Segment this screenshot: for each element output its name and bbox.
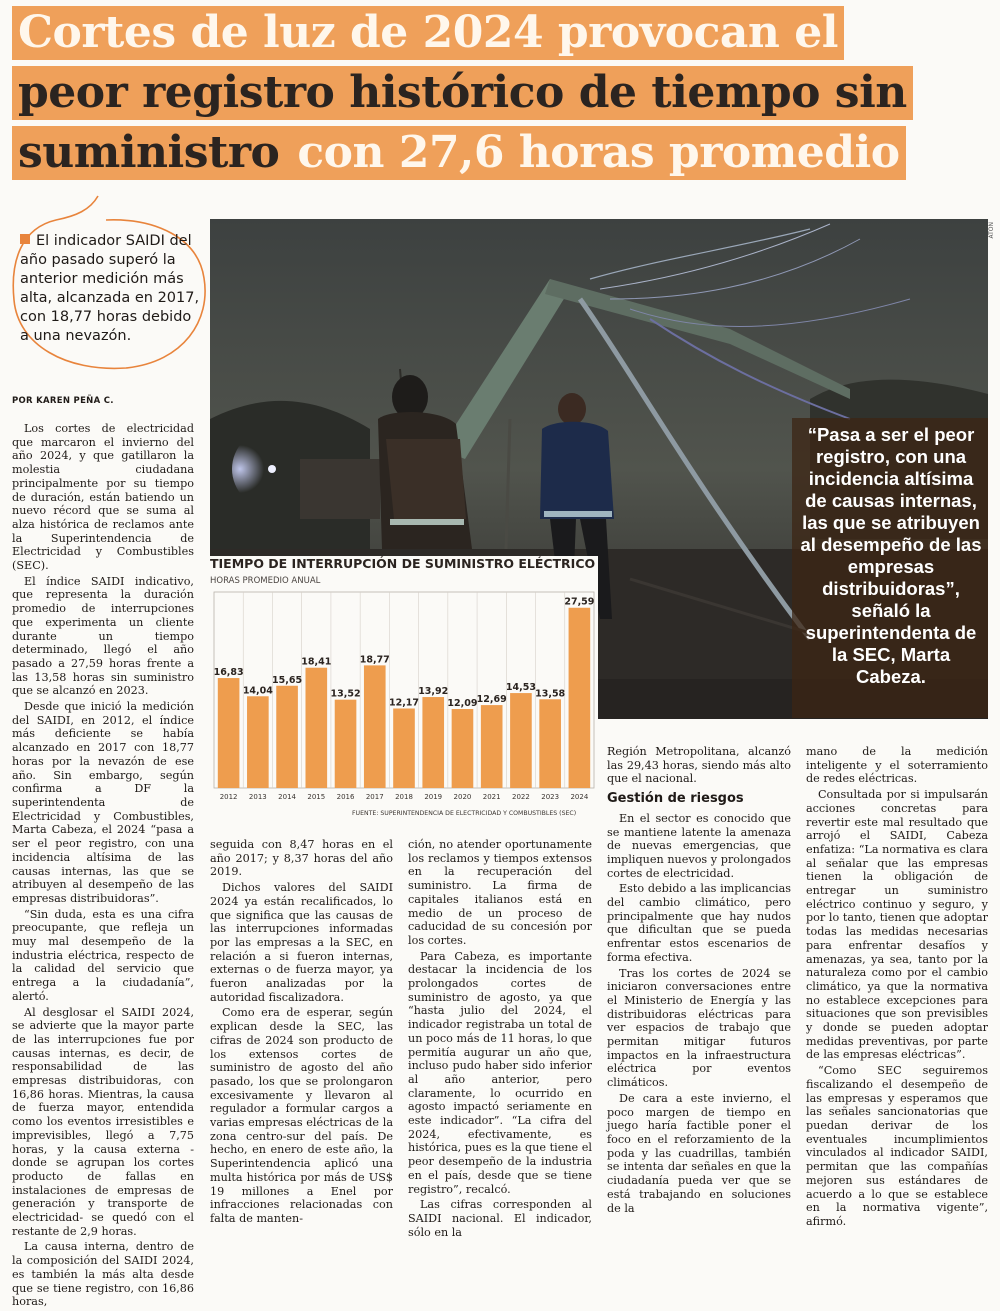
paragraph: De cara a este invierno, el poco margen de tiempo en juego haría factible poner el foco en el reforzamiento de la poda y las cuadrillas, también se intenta dar señales en que la ciudadanía pueda ver que se está trabajando en soluciones de la (607, 1091, 791, 1215)
lede-block (6, 190, 211, 380)
paragraph: Los cortes de electricidad que marcaron el invierno del año 2024, y que gatillaron la molestia ciudadana principalmente por su tiempo de duración, están batiendo un nuevo récord que se suma al alza histórica de reclamos ante la Superintendencia de Electricidad y Combustibles (SEC). (12, 422, 194, 573)
chart-data-label: 18,77 (359, 654, 390, 666)
chart-tick-label: 2018 (395, 793, 413, 801)
chart-title: TIEMPO DE INTERRUPCIÓN DE SUMINISTRO ELÉCTRICO (210, 556, 596, 571)
chart-bar-2016 (335, 700, 357, 788)
chart (210, 556, 598, 818)
chart-data-label: 15,65 (272, 674, 303, 686)
paragraph: Como era de esperar, según explican desde la SEC, las cifras de 2024 son producto de los extensos cortes de suministro de agosto del año pasado, los que se prolongaron excesivamente y llevaron al regulador a formular cargos a varias empresas eléctricas de la zona centro-sur del país. De hecho, en enero de este año, la Superintendencia aplicó una multa histórica por más de US$ 19 millones a Enel por infracciones relacionadas con falta de manten- (210, 1006, 393, 1225)
paragraph: Región Metropolitana, alcanzó las 29,43 horas, siendo más alto que el nacional. (607, 745, 791, 786)
chart-bar-2012 (218, 678, 240, 788)
paragraph: “Sin duda, esta es una cifra preocupante, que refleja un muy mal desempeño de la industria eléctrica, respecto de la calidad del servicio que entrega a la ciudadanía”, alertó. (12, 907, 194, 1003)
headline-line-1 (12, 6, 992, 60)
column-5 (806, 745, 988, 1231)
chart-data-label: 18,41 (301, 656, 332, 668)
chart-tick-label: 2014 (278, 793, 296, 801)
chart-data-label: 12,17 (388, 697, 420, 709)
paragraph: “Como SEC seguiremos fiscalizando el desempeño de las empresas y esperamos que las señales sancionatorias que puedan derivar de los eventuales incumplimientos vinculados al indicador SAIDI, permitan que las compañías mejoren sus estándares de acuerdo a lo que se establece en la normativa vigente”, afirmó. (806, 1064, 988, 1228)
chart-tick-label: 2023 (541, 793, 560, 801)
headline-text-1: Cortes de luz de 2024 provocan el (12, 6, 844, 60)
lede-text: El indicador SAIDI del año pasado superó la anterior medición más alta, alcanzada en 2017, con 18,77 horas debido a una nevazón. (20, 233, 200, 344)
chart-data-label: 27,59 (564, 596, 595, 608)
chart-tick-label: 2021 (482, 793, 501, 801)
chart-bar-2021 (481, 705, 503, 788)
paragraph: El índice SAIDI indicativo, que representa la duración promedio de interrupciones que experimenta un cliente durante un tiempo determinado, llegó el año pasado a 27,59 horas frente a las 13,58 horas sin suministro que se alcanzó en 2023. (12, 574, 194, 698)
byline: POR KAREN PEÑA C. (12, 396, 114, 406)
chart-tick-label: 2016 (336, 793, 355, 801)
column-4 (607, 745, 791, 1217)
chart-source: FUENTE: SUPERINTENDENCIA DE ELECTRICIDAD Y COMBUSTIBLES (SEC) (352, 810, 577, 817)
paragraph: Esto debido a las implicancias del cambio climático, pero principalmente que hay nudos que dificultan que se pueda enfrentar estos escenarios de forma efectiva. (607, 882, 791, 964)
chart-bar-2015 (305, 668, 327, 788)
paragraph: En el sector es conocido que se mantiene latente la amenaza de nuevas emergencias, que impliquen nuevos y prolongados cortes de electricidad. (607, 811, 791, 880)
chart-tick-label: 2013 (248, 793, 267, 801)
paragraph: Dichos valores del SAIDI 2024 ya están recalificados, lo que significa que las causas de las interrupciones informadas por las empresas a la SEC, en relación a si fueron internas, externas o de fuerza mayor, ya fueron analizadas por la autoridad fiscalizadora. (210, 881, 393, 1004)
chart-tick-label: 2017 (365, 793, 384, 801)
chart-bar-2020 (452, 709, 474, 788)
chart-data-label: 13,52 (330, 688, 361, 700)
paragraph: Consultada por si impulsarán acciones concretas para revertir este mal resultado que arrojó el SAIDI, Cabeza enfatiza: “La normativa es clara al señalar que las empresas tienen la obligación de entregar un suministro eléctrico continuo y seguro, y por lo tanto, tienen que adoptar todas las medidas necesarias para enfrentar desafíos y amenazas, ya sea, tanto por la naturaleza como por el cambio climático, ya que la normativa no establece excepciones para situaciones que son previsibles y donde se pueden adoptar medidas preventivas, por parte de las empresas eléctricas”. (806, 788, 988, 1062)
photo-credit: ATON (988, 222, 995, 239)
section-heading: Gestión de riesgos (607, 791, 744, 807)
headline-text-3a: suministro (12, 126, 291, 180)
lede (20, 232, 202, 346)
chart-tick-label: 2024 (570, 793, 589, 801)
chart-bar-2018 (393, 708, 415, 788)
headline-line-2 (12, 66, 992, 120)
paragraph: Tras los cortes de 2024 se iniciaron conversaciones entre el Ministerio de Energía y las distribuidoras eléctricas para ver espacios de trabajo que permitan mitigar futuros impactos en la infraestructura eléctrica por eventos climáticos. (607, 966, 791, 1090)
column-2 (210, 838, 393, 1228)
chart-data-label: 13,92 (418, 686, 449, 698)
chart-tick-label: 2015 (307, 793, 326, 801)
paragraph: Las cifras corresponden al SAIDI nacional. El indicador, sólo en la (408, 1198, 592, 1239)
paragraph: La causa interna, dentro de la composición del SAIDI 2024, es también la más alta desde que se tiene registro, con 16,86 horas, (12, 1240, 194, 1309)
chart-data-label: 12,69 (476, 694, 507, 706)
paragraph: mano de la medición inteligente y el soterramiento de redes eléctricas. (806, 745, 988, 786)
paragraph: Para Cabeza, es importante destacar la incidencia de los prolongados cortes de suministro de agosto, ya que “hasta julio del 2024, el indicador registraba un total de un poco más de 11 horas, lo que permitía augurar un año que, incluso pudo haber sido inferior al año anterior, pero claramente, lo ocurrido en agosto impactó seriamente en este indicador”. “La cifra del 2024, efectivamente, es histórica, pues es la que tiene el peor desempeño de la industria en el país, desde que se tiene registro”, recalcó. (408, 949, 592, 1196)
column-3 (408, 838, 592, 1241)
chart-bar-2013 (247, 696, 269, 788)
chart-data-label: 12,09 (447, 698, 478, 710)
chart-bar-2023 (539, 699, 561, 788)
chart-svg (210, 556, 598, 808)
bullet-square-icon (20, 234, 30, 244)
headline-line-3 (12, 126, 992, 180)
headline-text-2: peor registro histórico de tiempo sin (12, 66, 913, 120)
chart-data-label: 14,53 (505, 682, 536, 694)
chart-bar-2024 (569, 608, 591, 788)
chart-tick-label: 2012 (219, 793, 238, 801)
chart-bar-2019 (422, 697, 444, 788)
paragraph: ción, no atender oportunamente los reclamos y tiempos extensos en la recuperación del suministro. La firma de capitales italianos está en medio de un proceso de caducidad de su concesión por los cortes. (408, 838, 592, 947)
chart-subtitle: HORAS PROMEDIO ANUAL (210, 576, 321, 586)
chart-tick-label: 2020 (453, 793, 472, 801)
chart-data-label: 13,58 (535, 688, 566, 700)
chart-bar-2014 (276, 686, 298, 788)
chart-bar-2022 (510, 693, 532, 788)
pull-quote: “Pasa a ser el peor registro, con una incidencia altísima de causas internas, las que se atribuyen al desempeño de las empresas distribuidoras”, señaló la superintendenta de la SEC, Marta Cabeza. (800, 424, 982, 687)
column-1 (12, 422, 194, 1311)
headline (12, 6, 992, 186)
chart-bar-2017 (364, 665, 386, 788)
paragraph: Desde que inició la medición del SAIDI, en 2012, el índice más deficiente se había alcanzado en 2017 con 18,77 horas por la nevazón de ese año. Sin embargo, según confirma a DF la superintendenta de Electricidad y Combustibles, Marta Cabeza, el 2024 “pasa a ser el peor registro, con una incidencia altísima de las causas internas, las que se atribuyen al desempeño de las empresas distribuidoras”. (12, 700, 194, 905)
paragraph: Al desglosar el SAIDI 2024, se advierte que la mayor parte de las interrupciones fue por causas internas, es decir, de responsabilidad de las empresas distribuidoras, con 16,86 horas. Mientras, la causa de fuerza mayor, entendida como los eventos irresistibles e imprevisibles, llegó a 7,75 horas, y la causa externa -donde se agrupan los cortes producto de fallas en instalaciones de empresas de generación y transporte de electricidad- se quedó con el restante de 2,9 horas. (12, 1005, 194, 1238)
paragraph: seguida con 8,47 horas en el año 2017; y 8,37 horas del año 2019. (210, 838, 393, 879)
chart-data-label: 16,83 (213, 667, 244, 679)
chart-data-label: 14,04 (242, 685, 273, 697)
chart-tick-label: 2019 (424, 793, 443, 801)
headline-text-3b: con 27,6 horas promedio (291, 126, 905, 180)
chart-tick-label: 2022 (512, 793, 530, 801)
